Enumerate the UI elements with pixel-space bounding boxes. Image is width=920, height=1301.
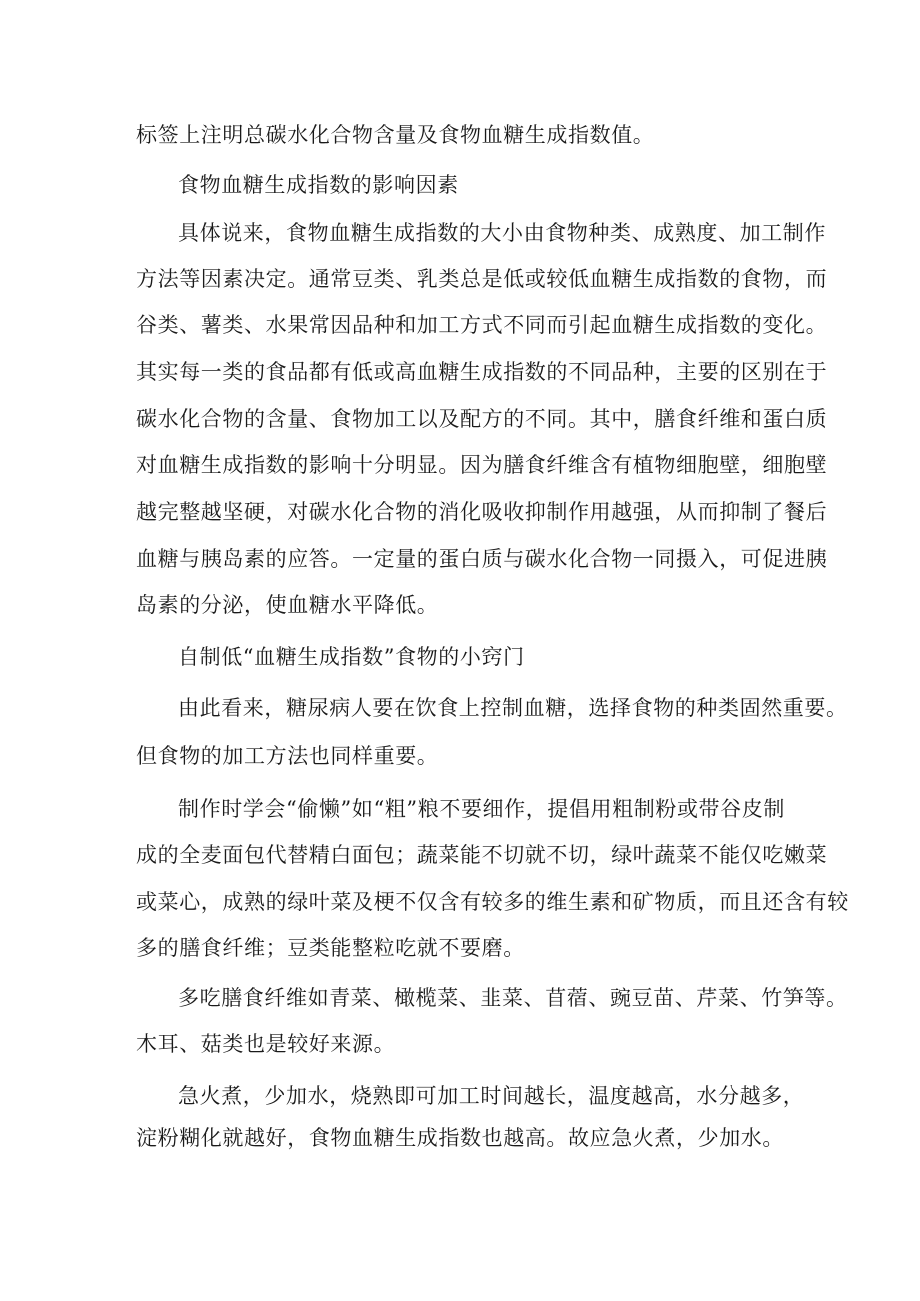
text-line: 木耳、菇类也是较好来源。 (136, 1032, 396, 1056)
text-line: 其实每一类的食品都有低或高血糖生成指数的不同品种，主要的区别在于 (136, 360, 828, 384)
text-line: 血糖与胰岛素的应答。一定量的蛋白质与碳水化合物一同摄入，可促进胰 (136, 547, 828, 571)
text-line: 急火煮，少加水，烧熟即可加工时间越长，温度越高，水分越多， (178, 1084, 805, 1108)
text-line: 由此看来，糖尿病人要在饮食上控制血糖，选择食物的种类固然重要。 (178, 696, 848, 720)
text-line: 谷类、薯类、水果常因品种和加工方式不同而引起血糖生成指数的变化。 (136, 313, 828, 337)
text-line: 但食物的加工方法也同样重要。 (136, 744, 439, 768)
text-line: 碳水化合物的含量、食物加工以及配方的不同。其中，膳食纤维和蛋白质 (136, 407, 828, 431)
text-line: 成的全麦面包代替精白面包；蔬菜能不切就不切，绿叶蔬菜不能仅吃嫩菜 (136, 843, 828, 867)
section-heading: 食物血糖生成指数的影响因素 (178, 173, 459, 197)
text-line: 制作时学会“偷懒”如“粗”粮不要细作，提倡用粗制粉或带谷皮制 (178, 797, 785, 821)
text-line: 淀粉糊化就越好，食物血糖生成指数也越高。故应急火煮，少加水。 (136, 1126, 784, 1150)
section-heading: 自制低“血糖生成指数”食物的小窍门 (178, 645, 525, 669)
text-line: 岛素的分泌，使血糖水平降低。 (136, 593, 439, 617)
text-line: 多的膳食纤维；豆类能整粒吃就不要磨。 (136, 936, 525, 960)
text-line: 方法等因素决定。通常豆类、乳类总是低或较低血糖生成指数的食物，而 (136, 267, 828, 291)
text-line: 或菜心，成熟的绿叶菜及梗不仅含有较多的维生素和矿物质，而且还含有较 (136, 890, 849, 914)
text-line: 标签上注明总碳水化合物含量及食物血糖生成指数值。 (136, 123, 655, 147)
text-line: 对血糖生成指数的影响十分明显。因为膳食纤维含有植物细胞壁，细胞壁 (136, 453, 828, 477)
text-line: 多吃膳食纤维如青菜、橄榄菜、韭菜、苜蓿、豌豆苗、芹菜、竹笋等。 (178, 986, 848, 1010)
text-line: 具体说来，食物血糖生成指数的大小由食物种类、成熟度、加工制作 (178, 221, 826, 245)
text-line: 越完整越坚硬，对碳水化合物的消化吸收抑制作用越强，从而抑制了餐后 (136, 500, 828, 524)
